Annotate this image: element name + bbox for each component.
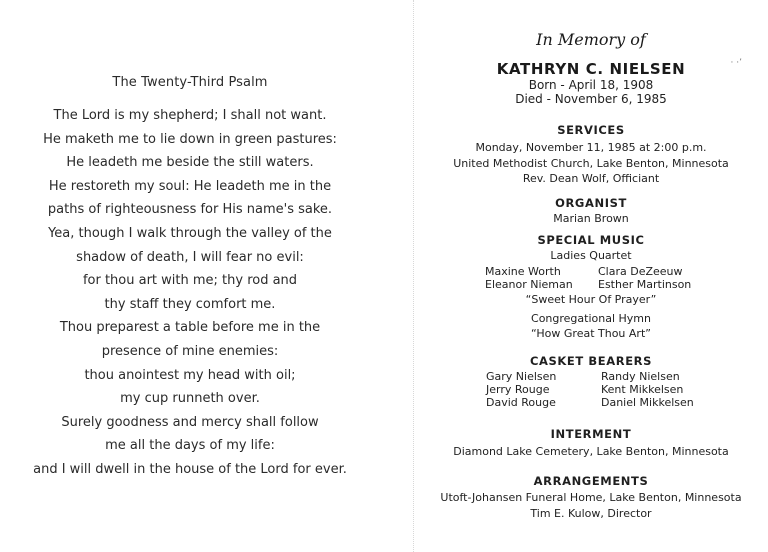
bearer-name: Kent Mikkelsen (601, 383, 684, 396)
psalm-line: thy staff they comfort me. (104, 296, 276, 312)
quartet-members-left (485, 265, 573, 291)
death-date: Died - November 6, 1985 (515, 92, 667, 106)
bearer-name: Randy Nielsen (601, 370, 680, 383)
arrangements-heading: ARRANGEMENTS (533, 474, 649, 488)
psalm-line: me all the days of my life: (105, 438, 275, 454)
memorial-heading: In Memory of (536, 30, 646, 49)
organist-name: Marian Brown (553, 212, 629, 225)
paper-specks: · ·’ (730, 58, 742, 68)
psalm-text (0, 104, 380, 482)
funeral-director: Tim E. Kulow, Director (530, 507, 652, 520)
quartet-label: Ladies Quartet (550, 249, 632, 262)
interment-heading: INTERMENT (550, 427, 632, 441)
psalm-line: Thou preparest a table before me in the (59, 320, 321, 336)
quartet-members-right (598, 265, 691, 291)
psalm-line: The Lord is my shepherd; I shall not want. (53, 108, 327, 123)
psalm-line: He leadeth me beside the still waters. (66, 155, 314, 171)
service-place: United Methodist Church, Lake Benton, Minnesota (453, 157, 729, 170)
quartet-member: Maxine Worth (485, 265, 561, 278)
service-date: Monday, November 11, 1985 at 2:00 p.m. (475, 141, 707, 154)
service-officiant: Rev. Dean Wolf, Officiant (522, 172, 660, 185)
bearers-left (486, 370, 556, 409)
psalm-line: Yea, though I walk through the valley of the (48, 225, 332, 241)
hymn-title: “How Great Thou Art” (531, 327, 651, 340)
psalm-line: my cup runneth over. (120, 391, 260, 407)
psalm-line: thou anointest my head with oil; (84, 367, 296, 383)
deceased-name: KATHRYN C. NIELSEN (496, 60, 686, 78)
birth-date: Born - April 18, 1908 (528, 78, 654, 92)
psalm-line: and I will dwell in the house of the Lord for ever. (33, 461, 347, 477)
psalm-line: presence of mine enemies: (101, 343, 279, 359)
funeral-home: Utoft-Johansen Funeral Home, Lake Benton, Minnesota (440, 491, 742, 504)
life-dates (414, 78, 768, 106)
interment-place: Diamond Lake Cemetery, Lake Benton, Minnesota (453, 445, 729, 458)
psalm-line: for thou art with me; thy rod and (82, 273, 298, 289)
psalm-line: shadow of death, I will fear no evil: (76, 249, 304, 265)
psalm-line: paths of righteousness for His name's sake. (47, 202, 333, 218)
psalm-line: He maketh me to lie down in green pastures: (43, 131, 337, 147)
quartet-member: Clara DeZeeuw (598, 265, 683, 278)
bearer-name: Daniel Mikkelsen (601, 396, 694, 409)
memorial-panel (414, 0, 768, 552)
quartet-member: Eleanor Nieman (485, 278, 573, 291)
bearer-name: Gary Nielsen (486, 370, 557, 383)
psalm-line: He restoreth my soul: He leadeth me in the (48, 178, 332, 194)
services-heading: SERVICES (557, 123, 625, 137)
special-music-heading: SPECIAL MUSIC (537, 233, 645, 247)
psalm-title: The Twenty-Third Psalm (112, 75, 268, 90)
bearer-name: David Rouge (486, 396, 556, 409)
hymn-label: Congregational Hymn (531, 312, 651, 325)
psalm-line: Surely goodness and mercy shall follow (61, 414, 319, 430)
organist-heading: ORGANIST (555, 196, 627, 210)
song-title: “Sweet Hour Of Prayer” (525, 293, 657, 306)
casket-bearers-heading: CASKET BEARERS (529, 354, 652, 368)
bearer-name: Jerry Rouge (486, 383, 550, 396)
quartet-member: Esther Martinson (598, 278, 692, 291)
bearers-right (601, 370, 694, 409)
